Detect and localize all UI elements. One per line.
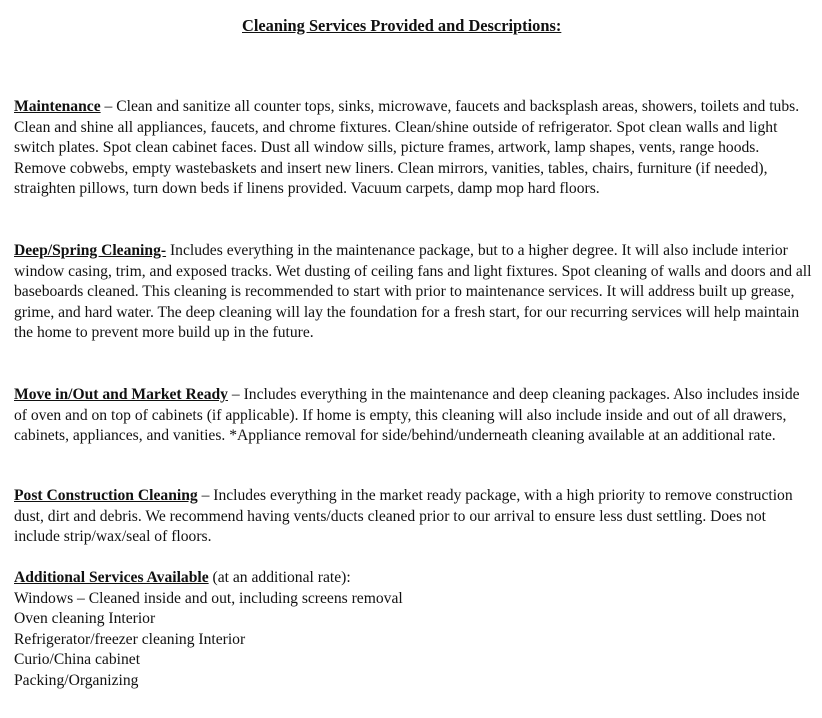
post-construction-description: Includes everything in the market ready package, with a high priority to remove construction dust, dirt and debris. We recommend having vents/ducts cleaned prior to our arrival to ensure less dust settling. Does not include strip/wax/seal of floors. [14, 487, 793, 545]
post-construction-heading: Post Construction Cleaning [14, 487, 198, 504]
additional-services-section [14, 568, 814, 691]
list-item: Packing/Organizing [14, 671, 139, 689]
post-construction-section [14, 486, 814, 548]
additional-services-note: (at an additional rate): [208, 569, 351, 586]
maintenance-description: Clean and sanitize all counter tops, sinks, microwave, faucets and backsplash areas, showers, toilets and tubs. Clean and shine all appliances, faucets, and chrome fixtures. Clean/shine outside of refrigerator. Spot clean walls and light switch plates. Spot clean cabinet faces. Dust all window sills, picture frames, artwork, lamp shapes, vents, range hoods. Remove cobwebs, empty wastebaskets and insert new liners. Clean mirrors, vanities, tables, chairs, furniture (if needed), straighten pillows, turn down beds if linens provided. Vacuum carpets, damp mop hard floors. [14, 98, 800, 197]
post-construction-separator: – [197, 487, 214, 504]
additional-services-header-line [14, 568, 814, 589]
additional-services-heading: Additional Services Available [14, 569, 209, 586]
maintenance-heading: Maintenance [14, 98, 101, 115]
move-in-out-separator: – [227, 386, 244, 403]
move-in-out-heading: Move in/Out and Market Ready [14, 386, 228, 403]
list-item: Oven cleaning Interior [14, 610, 156, 627]
list-item: Windows – Cleaned inside and out, including screens removal [14, 589, 403, 607]
maintenance-section [14, 97, 814, 200]
list-item: Refrigerator/freezer cleaning Interior [14, 630, 246, 648]
additional-services-list [14, 589, 814, 692]
deep-cleaning-heading: Deep/Spring Cleaning- [14, 242, 167, 259]
deep-cleaning-section [14, 241, 814, 344]
move-in-out-section [14, 385, 814, 447]
maintenance-separator: – [100, 98, 117, 115]
page-title: Cleaning Services Provided and Descriptions: [242, 16, 562, 35]
deep-cleaning-description: Includes everything in the maintenance package, but to a higher degree. It will also include interior window casing, trim, and exposed tracks. Wet dusting of ceiling fans and light fixtures. Spot cleaning of walls and doors and all baseboards cleaned. This cleaning is recommended to start with prior to maintenance services. It will address built up grease, grime, and hard water. The deep cleaning will lay the foundation for a fresh start, for our recurring services will help maintain the home to prevent more build up in the future. [14, 242, 812, 341]
list-item: Curio/China cabinet [14, 651, 141, 668]
move-in-out-description: Includes everything in the maintenance and deep cleaning packages. Also includes inside of oven and on top of cabinets (if applicable). If home is empty, this cleaning will also include inside and out of all drawers, cabinets, appliances, and vanities. *Appliance removal for side/behind/underneath cleaning available at an additional rate. [14, 386, 800, 444]
